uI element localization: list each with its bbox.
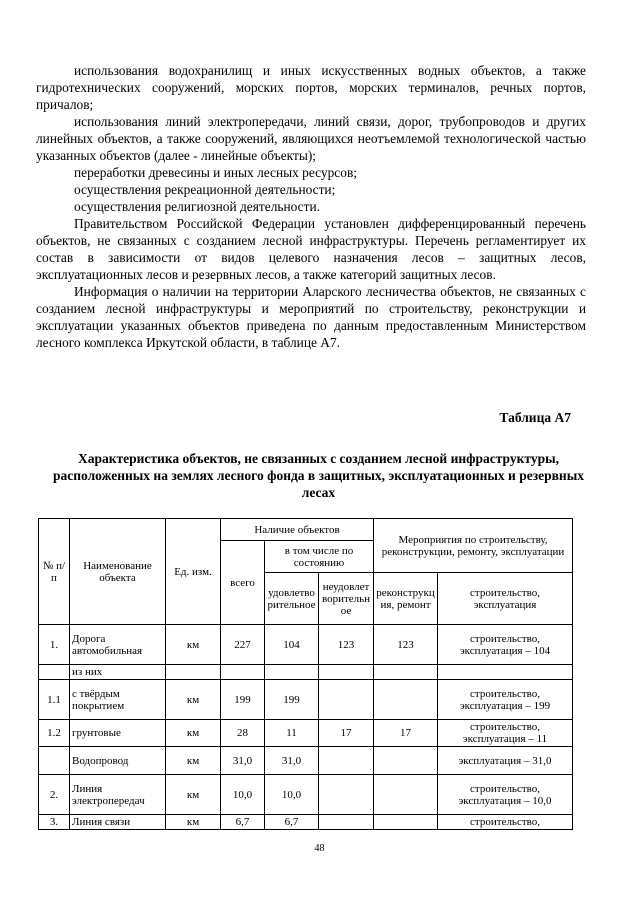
cell-construction: [438, 665, 573, 680]
cell-reconstruction: 17: [374, 720, 438, 747]
cell-name: Водопровод: [70, 747, 166, 775]
table-row: [39, 665, 573, 680]
table-row: [39, 625, 573, 665]
cell-total: 199: [221, 680, 265, 720]
cell-num: [39, 747, 70, 775]
cell-unsatisfactory: [319, 775, 374, 815]
paragraph: осуществления религиозной деятельности.: [74, 199, 320, 214]
cell-construction: строительство, эксплуатация – 11: [438, 720, 573, 747]
cell-reconstruction: [374, 775, 438, 815]
cell-unsatisfactory: 17: [319, 720, 374, 747]
header-construction: строительство, эксплуатация: [438, 573, 573, 625]
header-satisfactory: удовлетворительное: [265, 573, 319, 625]
cell-reconstruction: [374, 747, 438, 775]
cell-unit: км: [166, 720, 221, 747]
table-row: [39, 720, 573, 747]
cell-satisfactory: 31,0: [265, 747, 319, 775]
cell-satisfactory: [265, 665, 319, 680]
cell-unit: км: [166, 747, 221, 775]
cell-num: 1.1: [39, 680, 70, 720]
paragraph: Информация о наличии на территории Аларского лесничества объектов, не связанных с созданием лесной инфраструктуры и мероприятий по строительству, реконструкции и эксплуатации указанных объектов приведена по данным предоставленным Министерством лесного комплекса Иркутской области, в таблице А7.: [36, 284, 586, 350]
cell-satisfactory: 199: [265, 680, 319, 720]
paragraph: использования линий электропередачи, линий связи, дорог, трубопроводов и других линейных объектов, а также сооружений, являющихся неотъемлемой технологической частью указанных объектов (далее - линейные объекты);: [36, 114, 586, 163]
cell-construction: эксплуатация – 31,0: [438, 747, 573, 775]
header-unsatisfactory: неудовлетворительное: [319, 573, 374, 625]
cell-name: с твёрдым покрытием: [70, 680, 166, 720]
cell-unsatisfactory: [319, 815, 374, 830]
header-measures: Мероприятия по строительству, реконструкции, ремонту, эксплуатации: [374, 519, 573, 573]
table-row: [39, 680, 573, 720]
cell-unit: км: [166, 680, 221, 720]
cell-construction: строительство, эксплуатация – 199: [438, 680, 573, 720]
cell-name: Линия электропередач: [70, 775, 166, 815]
table-row: [39, 815, 573, 830]
cell-construction: строительство, эксплуатация – 104: [438, 625, 573, 665]
cell-satisfactory: 104: [265, 625, 319, 665]
cell-construction: строительство, эксплуатация – 10,0: [438, 775, 573, 815]
cell-unit: км: [166, 625, 221, 665]
objects-table: [38, 518, 573, 830]
header-unit: Ед. изм.: [166, 519, 221, 625]
cell-name: Линия связи: [70, 815, 166, 830]
cell-reconstruction: [374, 815, 438, 830]
cell-construction: строительство,: [438, 815, 573, 830]
header-total: всего: [221, 541, 265, 625]
body-text: [36, 62, 586, 351]
cell-num: 3.: [39, 815, 70, 830]
cell-satisfactory: 10,0: [265, 775, 319, 815]
cell-reconstruction: [374, 665, 438, 680]
cell-total: 227: [221, 625, 265, 665]
cell-total: [221, 665, 265, 680]
header-reconstruction: реконструкция, ремонт: [374, 573, 438, 625]
table-row: [39, 775, 573, 815]
cell-unit: км: [166, 775, 221, 815]
cell-name: Дорога автомобильная: [70, 625, 166, 665]
header-of-which: в том числе по состоянию: [265, 541, 374, 573]
header-num: № п/п: [39, 519, 70, 625]
cell-reconstruction: 123: [374, 625, 438, 665]
cell-name: из них: [70, 665, 166, 680]
table-label: Таблица А7: [499, 410, 571, 425]
cell-unsatisfactory: [319, 747, 374, 775]
paragraph: использования водохранилищ и иных искусственных водных объектов, а также гидротехнических сооружений, морских портов, морских терминалов, речных портов, причалов;: [36, 63, 586, 112]
cell-unsatisfactory: [319, 680, 374, 720]
header-name: Наименование объекта: [70, 519, 166, 625]
cell-total: 28: [221, 720, 265, 747]
cell-total: 6,7: [221, 815, 265, 830]
paragraph: Правительством Российской Федерации установлен дифференцированный перечень объектов, не связанных с созданием лесной инфраструктуры. Перечень регламентирует их состав в зависимости от видов целевого назначения лесов – защитных лесов, эксплуатационных лесов и резервных лесов, а также категорий защитных лесов.: [36, 216, 586, 282]
cell-num: 1.2: [39, 720, 70, 747]
cell-satisfactory: 11: [265, 720, 319, 747]
cell-num: 2.: [39, 775, 70, 815]
cell-total: 31,0: [221, 747, 265, 775]
cell-total: 10,0: [221, 775, 265, 815]
cell-name: грунтовые: [70, 720, 166, 747]
cell-unit: км: [166, 815, 221, 830]
header-presence: Наличие объектов: [221, 519, 374, 541]
cell-num: 1.: [39, 625, 70, 665]
cell-unsatisfactory: 123: [319, 625, 374, 665]
page-number: 48: [314, 843, 325, 854]
cell-unit: [166, 665, 221, 680]
cell-satisfactory: 6,7: [265, 815, 319, 830]
cell-unsatisfactory: [319, 665, 374, 680]
cell-num: [39, 665, 70, 680]
paragraph: переработки древесины и иных лесных ресурсов;: [74, 165, 357, 180]
table-title: Характеристика объектов, не связанных с созданием лесной инфраструктуры, расположенных на землях лесного фонда в защитных, эксплуатационных и резервных лесах: [53, 451, 584, 500]
table-row: [39, 747, 573, 775]
paragraph: осуществления рекреационной деятельности;: [74, 182, 336, 197]
cell-reconstruction: [374, 680, 438, 720]
